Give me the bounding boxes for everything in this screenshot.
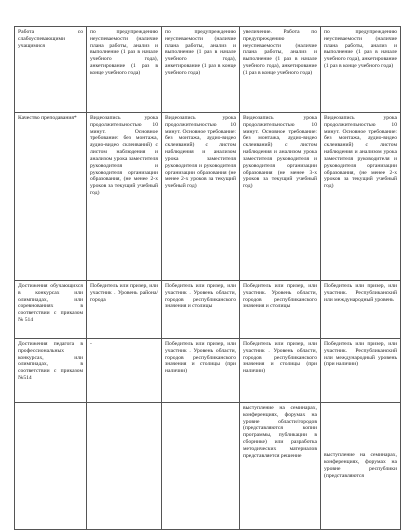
table-row xyxy=(15,113,401,281)
table-cell: по предупреждению неуспеваемости (наличие плана работы, анализ и выполнение (1 раз в начале учебного года), анкетирование (1 раз в конце учебного года) xyxy=(321,27,401,113)
criterion-cell xyxy=(15,403,87,530)
table-cell: Видеозапись урока продолжительностью 10 минут. Основное требование: без монтажа, аудио-видео склеиваний) с листом наблюдения и анализом урока заместителя руководителя и руководителя организации образования, (не менее 2-х уроков за текущий учебный год) xyxy=(87,113,162,281)
table-row xyxy=(15,27,401,113)
table-cell: Видеозапись урока продолжительностью 10 минут. Основное требование: без монтажа, аудио-видео склеиваний) с листом наблюдения и анализом урока заместителя руководителя и руководителя организации образования, (не менее 2-х уроков за текущий учебный год) xyxy=(321,113,401,281)
criterion-cell: Достижения педагога в профессиональных конкурсах, или олимпиадах, в соответствии с приказом №514 xyxy=(15,339,87,403)
table-cell xyxy=(87,403,162,530)
table-cell: по предупреждению неуспеваемости (наличие плана работы, анализ и выполнение (1 раз в начале учебного года), анкетирование (1 раз в конце учебного года) xyxy=(162,27,240,113)
table-cell: выступление на семинарах, конференциях, форумах на уровне республики (представляются xyxy=(321,403,401,530)
table-cell: по предупреждению неуспеваемости (наличие плана работы, анализ и выполнение (1 раз в начале учебного года), анкетирование (1 раз в конце учебного года) xyxy=(87,27,162,113)
table-cell: - xyxy=(87,339,162,403)
table-cell: Победитель или призер, или участник . Уровень области, городов республиканского значения и столицы (при наличии) xyxy=(240,339,321,403)
table-cell: Победитель или призер, или участник. Республиканский или международный уровень (при наличии) xyxy=(321,339,401,403)
table-cell: Победитель или призер, или участник . Уровень области, городов республиканского значения и столицы xyxy=(162,281,240,339)
criterion-cell: Достижения обучающихся в конкурсах или олимпиадах, или соревнованиях в соответствии с приказом № 514 xyxy=(15,281,87,339)
criterion-cell: Работа со слабоуспевающими учащимися xyxy=(15,27,87,113)
criterion-cell: Качество преподавания* xyxy=(15,113,87,281)
table-cell: Победитель или призер, или участник . Уровень района/ города xyxy=(87,281,162,339)
table-cell: выступление на семинарах, конференциях, форумах на уровне области/городов (представляются копии программы, публикации в сборнике) или разработка методических материалов представляется решение xyxy=(240,403,321,530)
table-cell xyxy=(162,403,240,530)
table-cell: Победитель или призер, или участник. Уровень области, городов республиканского значения и столицы xyxy=(240,281,321,339)
table-row xyxy=(15,281,401,339)
table-cell: Видеозапись урока продолжительностью 10 минут. Основное требование: без монтажа, аудио-видео склеиваний) с листом наблюдения и анализом урока заместителя руководителя и руководителя организации образования (не менее 2-х уроков за текущий учебный год) xyxy=(162,113,240,281)
table-cell: Победитель или призер, или участник. Республиканский или международный уровень xyxy=(321,281,401,339)
table-cell: Видеозапись урока продолжительностью 10 минут. Основное требование: без монтажа, аудио-видео склеиваний) с листом наблюдения и анализом урока заместителя руководителя и руководителя организации образования (не менее 3-х уроков за текущий учебный год) xyxy=(240,113,321,281)
table-row xyxy=(15,339,401,403)
evaluation-criteria-table xyxy=(14,26,401,530)
table-cell: увеличение. Работа по предупреждению неуспеваемости (наличие плана работы, анализ и выполнение (1 раз в начале учебного года), анкетирование (1 раз в конце учебного года) xyxy=(240,27,321,113)
table-cell: Победитель или призер, или участник . Уровень области, городов республиканского значения и столицы (при наличии) xyxy=(162,339,240,403)
table-row xyxy=(15,403,401,530)
